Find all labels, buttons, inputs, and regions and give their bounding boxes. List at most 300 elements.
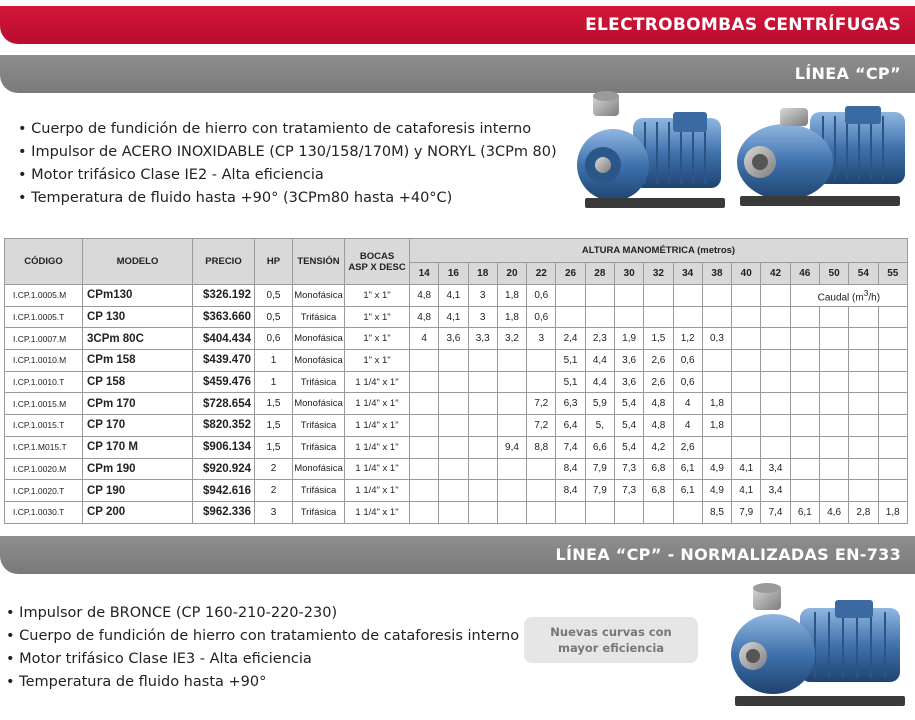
flow-value <box>761 393 790 415</box>
flow-value: 1,2 <box>673 328 702 350</box>
flow-value: 7,2 <box>527 415 556 437</box>
product-tension: Monofásica <box>293 328 345 350</box>
flow-value <box>410 415 439 437</box>
flow-value: 9,4 <box>497 436 526 458</box>
flow-value <box>732 393 761 415</box>
flow-value <box>732 285 761 307</box>
flow-value: 5,1 <box>556 350 585 372</box>
table-row <box>5 285 908 307</box>
efficiency-note <box>524 617 698 663</box>
flow-value <box>849 350 878 372</box>
flow-value <box>790 480 819 502</box>
caudal-superscript: 3 <box>863 287 869 298</box>
height-header-cell: 42 <box>761 263 790 285</box>
flow-value <box>585 306 614 328</box>
flow-value <box>790 458 819 480</box>
flow-value <box>849 393 878 415</box>
section-cp-banner <box>0 55 915 93</box>
product-tension: Trifásica <box>293 415 345 437</box>
product-hp: 3 <box>255 501 293 523</box>
product-tension: Monofásica <box>293 458 345 480</box>
product-bocas: 1 1/4" x 1" <box>345 393 410 415</box>
product-code: I.CP.1.0020.M <box>5 458 83 480</box>
flow-value: 0,6 <box>673 371 702 393</box>
product-code: I.CP.1.0007.M <box>5 328 83 350</box>
height-header-cell: 46 <box>790 263 819 285</box>
product-hp: 1,5 <box>255 415 293 437</box>
main-title-banner <box>0 6 915 44</box>
flow-value: 2,8 <box>849 501 878 523</box>
col-header-precio: PRECIO <box>193 239 255 285</box>
flow-value: 2,3 <box>585 328 614 350</box>
flow-value <box>761 350 790 372</box>
flow-value <box>497 415 526 437</box>
product-tension: Trifásica <box>293 480 345 502</box>
flow-value: 7,3 <box>614 458 643 480</box>
flow-value <box>439 458 468 480</box>
product-code: I.CP.1.0030.T <box>5 501 83 523</box>
flow-value <box>497 480 526 502</box>
section-en733-banner <box>0 536 915 574</box>
flow-value <box>732 306 761 328</box>
flow-value <box>761 371 790 393</box>
flow-value: 3 <box>527 328 556 350</box>
flow-value <box>878 480 908 502</box>
flow-value <box>410 480 439 502</box>
flow-value: 0,6 <box>673 350 702 372</box>
table-row <box>5 328 908 350</box>
flow-value <box>790 436 819 458</box>
flow-value <box>819 328 848 350</box>
height-header-cell: 55 <box>878 263 908 285</box>
col-header-hp: HP <box>255 239 293 285</box>
table-row <box>5 371 908 393</box>
flow-value: 4,1 <box>732 458 761 480</box>
flow-value: 5,4 <box>614 415 643 437</box>
flow-value <box>790 328 819 350</box>
flow-value: 8,4 <box>556 480 585 502</box>
flow-value: 2,6 <box>644 371 673 393</box>
flow-value <box>673 306 702 328</box>
pump-images-cp <box>565 90 910 230</box>
flow-value: 8,4 <box>556 458 585 480</box>
col-header-modelo: MODELO <box>83 239 193 285</box>
product-hp: 1,5 <box>255 393 293 415</box>
flow-value: 6,1 <box>673 480 702 502</box>
height-header-cell: 30 <box>614 263 643 285</box>
flow-value: 1,5 <box>644 328 673 350</box>
pump-image-en733 <box>725 578 910 716</box>
flow-value: 4 <box>673 393 702 415</box>
height-header-cell: 32 <box>644 263 673 285</box>
product-hp: 1 <box>255 350 293 372</box>
flow-value: 3,2 <box>497 328 526 350</box>
flow-value: 3,6 <box>614 371 643 393</box>
product-tension: Monofásica <box>293 350 345 372</box>
flow-value <box>585 285 614 307</box>
flow-value <box>410 350 439 372</box>
product-price: $920.924 <box>193 458 255 480</box>
flow-value: 6,8 <box>644 480 673 502</box>
height-header-cell: 28 <box>585 263 614 285</box>
flow-value <box>702 371 731 393</box>
flow-value: 7,9 <box>732 501 761 523</box>
product-model: CP 200 <box>83 501 193 523</box>
flow-value <box>702 285 731 307</box>
flow-value <box>468 458 497 480</box>
flow-value: 4,4 <box>585 350 614 372</box>
flow-value <box>878 436 908 458</box>
flow-value <box>439 501 468 523</box>
flow-value: 5,4 <box>614 393 643 415</box>
feature-item: • Cuerpo de fundición de hierro con tratamiento de cataforesis interno <box>6 625 519 648</box>
product-model: CPm130 <box>83 285 193 307</box>
height-header-cell: 50 <box>819 263 848 285</box>
product-price: $728.654 <box>193 393 255 415</box>
product-model: CP 190 <box>83 480 193 502</box>
flow-value <box>468 480 497 502</box>
table-body <box>5 285 908 524</box>
flow-value <box>673 285 702 307</box>
product-hp: 2 <box>255 480 293 502</box>
flow-value <box>790 371 819 393</box>
flow-value: 8,8 <box>527 436 556 458</box>
flow-value <box>614 285 643 307</box>
product-code: I.CP.1.0020.T <box>5 480 83 502</box>
flow-value: 7,9 <box>585 458 614 480</box>
product-model: 3CPm 80C <box>83 328 193 350</box>
flow-value <box>790 350 819 372</box>
flow-value: 5,1 <box>556 371 585 393</box>
flow-value: 3,6 <box>614 350 643 372</box>
flow-value: 4,6 <box>819 501 848 523</box>
flow-value <box>819 415 848 437</box>
feature-item: • Temperatura de fluido hasta +90° (3CPm80 hasta +40°C) <box>18 187 557 210</box>
flow-value: 5, <box>585 415 614 437</box>
flow-value <box>819 371 848 393</box>
height-header-cell: 26 <box>556 263 585 285</box>
height-header-cell: 34 <box>673 263 702 285</box>
flow-value <box>527 371 556 393</box>
flow-value: 4,1 <box>439 285 468 307</box>
product-hp: 1,5 <box>255 436 293 458</box>
flow-value: 4,8 <box>644 415 673 437</box>
product-price: $326.192 <box>193 285 255 307</box>
flow-value: 4,9 <box>702 458 731 480</box>
flow-value <box>878 306 908 328</box>
product-bocas: 1 1/4" x 1" <box>345 436 410 458</box>
bocas-label: BOCAS <box>359 250 395 262</box>
table-row <box>5 306 908 328</box>
product-price: $962.336 <box>193 501 255 523</box>
product-hp: 0,5 <box>255 306 293 328</box>
caudal-unit-label <box>790 285 907 307</box>
flow-value <box>878 350 908 372</box>
flow-value: 5,4 <box>614 436 643 458</box>
flow-value <box>819 458 848 480</box>
height-header-cell: 20 <box>497 263 526 285</box>
product-code: I.CP.1.0015.T <box>5 415 83 437</box>
flow-value <box>497 501 526 523</box>
flow-value <box>790 393 819 415</box>
flow-value <box>410 436 439 458</box>
flow-value <box>732 371 761 393</box>
product-code: I.CP.1.0015.M <box>5 393 83 415</box>
flow-value: 1,9 <box>614 328 643 350</box>
flow-value: 0,6 <box>527 285 556 307</box>
flow-value <box>614 501 643 523</box>
flow-value <box>819 393 848 415</box>
caudal-suffix: /h) <box>868 292 881 303</box>
flow-value <box>878 371 908 393</box>
flow-value <box>468 436 497 458</box>
feature-item: • Temperatura de fluido hasta +90° <box>6 671 519 694</box>
product-bocas: 1" x 1" <box>345 328 410 350</box>
flow-value <box>439 415 468 437</box>
flow-value: 2,6 <box>673 436 702 458</box>
flow-value: 1,8 <box>497 285 526 307</box>
product-tension: Trifásica <box>293 436 345 458</box>
flow-value <box>439 393 468 415</box>
product-price: $942.616 <box>193 480 255 502</box>
flow-value: 4,4 <box>585 371 614 393</box>
flow-value <box>702 306 731 328</box>
flow-value: 4,1 <box>439 306 468 328</box>
section-en733-features <box>6 602 519 694</box>
flow-value <box>527 458 556 480</box>
product-code: I.CP.1.0005.T <box>5 306 83 328</box>
note-line-2: mayor eficiencia <box>557 641 665 655</box>
flow-value: 4,9 <box>702 480 731 502</box>
flow-value <box>673 501 702 523</box>
product-bocas: 1" x 1" <box>345 285 410 307</box>
flow-value <box>497 393 526 415</box>
product-model: CPm 170 <box>83 393 193 415</box>
flow-value <box>468 371 497 393</box>
flow-value: 6,4 <box>556 415 585 437</box>
col-header-tension: TENSIÓN <box>293 239 345 285</box>
flow-value <box>732 436 761 458</box>
product-hp: 1 <box>255 371 293 393</box>
flow-value <box>878 328 908 350</box>
flow-value: 1,8 <box>702 393 731 415</box>
flow-value: 7,3 <box>614 480 643 502</box>
flow-value: 2,6 <box>644 350 673 372</box>
product-model: CP 170 <box>83 415 193 437</box>
flow-value: 0,6 <box>527 306 556 328</box>
flow-value <box>497 350 526 372</box>
flow-value <box>644 306 673 328</box>
feature-item: • Motor trifásico Clase IE2 - Alta eficiencia <box>18 164 557 187</box>
flow-value <box>819 480 848 502</box>
col-header-altura: ALTURA MANOMÉTRICA (metros) <box>410 239 908 263</box>
product-code: I.CP.1.M015.T <box>5 436 83 458</box>
pump-double-image <box>737 106 905 206</box>
flow-value: 3,3 <box>468 328 497 350</box>
section-cp-features <box>18 118 557 210</box>
col-header-codigo: CÓDIGO <box>5 239 83 285</box>
height-header-cell: 14 <box>410 263 439 285</box>
height-header-cell: 38 <box>702 263 731 285</box>
flow-value <box>468 393 497 415</box>
note-line-1: Nuevas curvas con <box>550 625 672 639</box>
asp-desc-label: ASP X DESC <box>348 261 406 273</box>
flow-value <box>556 285 585 307</box>
flow-value <box>819 436 848 458</box>
flow-value <box>410 501 439 523</box>
flow-value <box>702 436 731 458</box>
flow-value <box>410 458 439 480</box>
flow-value <box>556 306 585 328</box>
table-row <box>5 350 908 372</box>
product-bocas: 1 1/4" x 1" <box>345 501 410 523</box>
flow-value: 0,3 <box>702 328 731 350</box>
flow-value: 4 <box>410 328 439 350</box>
flow-value <box>468 501 497 523</box>
product-model: CP 170 M <box>83 436 193 458</box>
col-header-bocas <box>345 239 410 285</box>
height-header-cell: 40 <box>732 263 761 285</box>
flow-value <box>761 328 790 350</box>
flow-value <box>761 285 790 307</box>
flow-value <box>439 350 468 372</box>
flow-value <box>497 458 526 480</box>
product-bocas: 1 1/4" x 1" <box>345 415 410 437</box>
flow-value <box>497 371 526 393</box>
flow-value <box>702 350 731 372</box>
flow-value: 1,8 <box>878 501 908 523</box>
flow-value <box>849 458 878 480</box>
table-row <box>5 393 908 415</box>
product-tension: Trifásica <box>293 306 345 328</box>
flow-value <box>849 415 878 437</box>
flow-value: 6,1 <box>673 458 702 480</box>
flow-value: 4 <box>673 415 702 437</box>
table-row <box>5 480 908 502</box>
flow-value: 6,8 <box>644 458 673 480</box>
flow-value <box>761 436 790 458</box>
height-header-cell: 22 <box>527 263 556 285</box>
flow-value: 2,4 <box>556 328 585 350</box>
product-hp: 2 <box>255 458 293 480</box>
product-hp: 0,5 <box>255 285 293 307</box>
flow-value <box>849 480 878 502</box>
table-row <box>5 458 908 480</box>
flow-value: 6,6 <box>585 436 614 458</box>
flow-value <box>644 285 673 307</box>
product-model: CPm 190 <box>83 458 193 480</box>
flow-value <box>878 458 908 480</box>
height-header-cell: 54 <box>849 263 878 285</box>
flow-value <box>439 436 468 458</box>
flow-value: 7,4 <box>556 436 585 458</box>
flow-value <box>761 415 790 437</box>
flow-value: 4,2 <box>644 436 673 458</box>
product-tension: Trifásica <box>293 501 345 523</box>
product-tension: Monofásica <box>293 285 345 307</box>
flow-value <box>527 501 556 523</box>
product-code: I.CP.1.0010.M <box>5 350 83 372</box>
flow-value: 7,9 <box>585 480 614 502</box>
product-tension: Monofásica <box>293 393 345 415</box>
flow-value <box>819 306 848 328</box>
product-bocas: 1" x 1" <box>345 306 410 328</box>
section-en733-title: LÍNEA “CP” - NORMALIZADAS EN-733 <box>555 545 901 564</box>
table-row <box>5 501 908 523</box>
flow-value <box>819 350 848 372</box>
flow-value <box>468 415 497 437</box>
feature-item: • Impulsor de BRONCE (CP 160-210-220-230) <box>6 602 519 625</box>
product-model: CP 130 <box>83 306 193 328</box>
flow-value: 3,4 <box>761 458 790 480</box>
feature-item: • Impulsor de ACERO INOXIDABLE (CP 130/158/170M) y NORYL (3CPm 80) <box>18 141 557 164</box>
flow-value <box>527 480 556 502</box>
section-cp-title: LÍNEA “CP” <box>794 64 901 83</box>
flow-value <box>410 371 439 393</box>
product-bocas: 1 1/4" x 1" <box>345 480 410 502</box>
caudal-prefix: Caudal (m <box>817 292 864 303</box>
flow-value: 1,8 <box>702 415 731 437</box>
product-price: $439.470 <box>193 350 255 372</box>
product-code: I.CP.1.0005.M <box>5 285 83 307</box>
flow-value <box>849 371 878 393</box>
flow-value: 6,1 <box>790 501 819 523</box>
product-bocas: 1 1/4" x 1" <box>345 371 410 393</box>
flow-value <box>732 328 761 350</box>
flow-value <box>732 415 761 437</box>
flow-value <box>556 501 585 523</box>
feature-item: • Motor trifásico Clase IE3 - Alta eficiencia <box>6 648 519 671</box>
product-bocas: 1 1/4" x 1" <box>345 458 410 480</box>
pump-spec-table <box>4 238 908 524</box>
flow-value <box>878 415 908 437</box>
flow-value: 7,2 <box>527 393 556 415</box>
flow-value <box>878 393 908 415</box>
flow-value: 6,3 <box>556 393 585 415</box>
flow-value <box>585 501 614 523</box>
product-tension: Trifásica <box>293 371 345 393</box>
flow-value: 4,8 <box>410 306 439 328</box>
product-price: $906.134 <box>193 436 255 458</box>
table-row <box>5 436 908 458</box>
flow-value <box>439 371 468 393</box>
flow-value <box>439 480 468 502</box>
flow-value <box>644 501 673 523</box>
flow-value <box>468 350 497 372</box>
product-bocas: 1" x 1" <box>345 350 410 372</box>
height-header-cell: 16 <box>439 263 468 285</box>
flow-value <box>410 393 439 415</box>
flow-value: 4,8 <box>644 393 673 415</box>
flow-value <box>790 306 819 328</box>
flow-value <box>614 306 643 328</box>
flow-value <box>761 306 790 328</box>
product-price: $404.434 <box>193 328 255 350</box>
product-price: $459.476 <box>193 371 255 393</box>
flow-value: 8,5 <box>702 501 731 523</box>
flow-value: 3 <box>468 285 497 307</box>
product-model: CP 158 <box>83 371 193 393</box>
height-header-cell: 18 <box>468 263 497 285</box>
product-price: $363.660 <box>193 306 255 328</box>
flow-value <box>849 328 878 350</box>
flow-value: 4,8 <box>410 285 439 307</box>
product-hp: 0,6 <box>255 328 293 350</box>
flow-value: 3,6 <box>439 328 468 350</box>
flow-value: 3 <box>468 306 497 328</box>
table-row <box>5 415 908 437</box>
product-code: I.CP.1.0010.T <box>5 371 83 393</box>
